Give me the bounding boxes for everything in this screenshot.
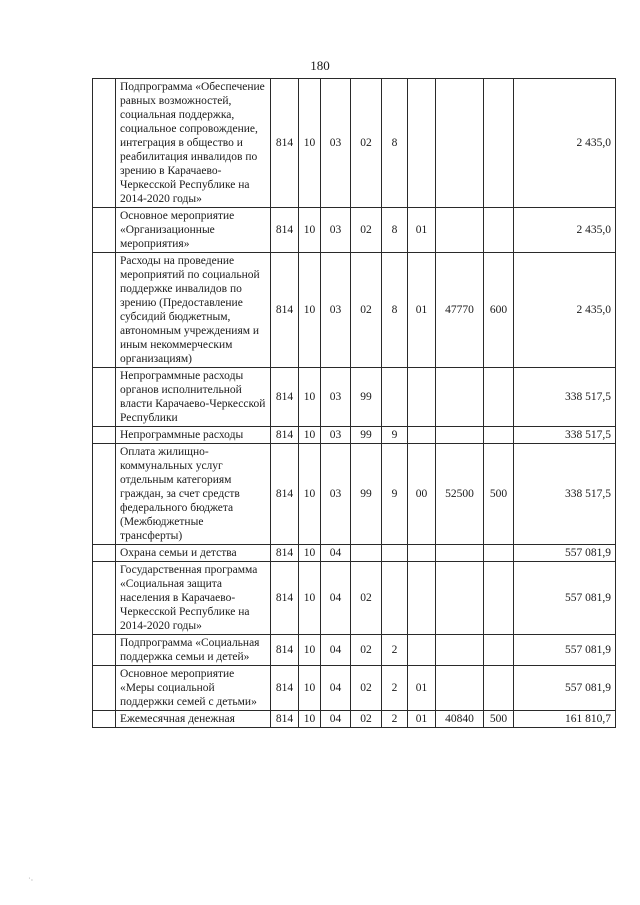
page-number: 180 [310, 58, 330, 73]
code-cell: 814 [271, 635, 299, 666]
program-cell [351, 545, 382, 562]
amount-cell: 2 435,0 [514, 208, 616, 253]
blank-cell [93, 79, 116, 208]
table-row [93, 545, 616, 562]
expense-type-cell [484, 427, 514, 444]
amount-cell: 2 435,0 [514, 79, 616, 208]
section-cell: 10 [299, 545, 321, 562]
subprogram-cell [382, 562, 408, 635]
table-row [93, 427, 616, 444]
expense-type-cell [484, 635, 514, 666]
expense-type-cell [484, 208, 514, 253]
section-cell: 10 [299, 444, 321, 545]
expense-type-cell [484, 562, 514, 635]
program-cell: 02 [351, 635, 382, 666]
blank-cell [93, 635, 116, 666]
table-row [93, 253, 616, 368]
direction-cell [436, 562, 484, 635]
subsection-cell: 03 [321, 427, 351, 444]
item-name-cell: Непрограммные расходы органов исполнительной власти Карачаево-Черкесской Республики [116, 368, 271, 427]
code-cell: 814 [271, 444, 299, 545]
item-name-cell: Государственная программа «Социальная защита населения в Карачаево-Черкесской Республике на 2014-2020 годы» [116, 562, 271, 635]
direction-cell [436, 635, 484, 666]
blank-cell [93, 711, 116, 728]
expense-type-cell [484, 545, 514, 562]
event-cell: 01 [408, 208, 436, 253]
subsection-cell: 03 [321, 368, 351, 427]
subsection-cell: 03 [321, 208, 351, 253]
item-name-cell: Ежемесячная денежная [116, 711, 271, 728]
amount-cell: 338 517,5 [514, 444, 616, 545]
program-cell: 02 [351, 711, 382, 728]
program-cell: 02 [351, 79, 382, 208]
subsection-cell: 03 [321, 79, 351, 208]
blank-cell [93, 545, 116, 562]
subprogram-cell: 8 [382, 79, 408, 208]
code-cell: 814 [271, 427, 299, 444]
item-name-cell: Непрограммные расходы [116, 427, 271, 444]
item-name-cell: Подпрограмма «Обеспечение равных возможностей, социальная поддержка, социальное сопровождение, интеграция в общество и реабилитация инвалидов по зрению в Карачаево-Черкесской Республике на 2014-2020 годы» [116, 79, 271, 208]
code-cell: 814 [271, 666, 299, 711]
subsection-cell: 04 [321, 666, 351, 711]
direction-cell: 40840 [436, 711, 484, 728]
expense-type-cell: 600 [484, 253, 514, 368]
subprogram-cell: 8 [382, 253, 408, 368]
table-row [93, 711, 616, 728]
table-row [93, 666, 616, 711]
event-cell: 01 [408, 253, 436, 368]
amount-cell: 557 081,9 [514, 545, 616, 562]
event-cell [408, 427, 436, 444]
expense-type-cell: 500 [484, 444, 514, 545]
expense-type-cell [484, 368, 514, 427]
item-name-cell: Расходы на проведение мероприятий по социальной поддержке инвалидов по зрению (Предоставление субсидий бюджетным, автономным учреждениям и иным некоммерческим организациям) [116, 253, 271, 368]
blank-cell [93, 444, 116, 545]
section-cell: 10 [299, 562, 321, 635]
subprogram-cell: 8 [382, 208, 408, 253]
subsection-cell: 03 [321, 253, 351, 368]
event-cell [408, 79, 436, 208]
expense-type-cell [484, 79, 514, 208]
section-cell: 10 [299, 208, 321, 253]
scan-speck: ˙· [28, 876, 34, 885]
table-row [93, 208, 616, 253]
direction-cell: 47770 [436, 253, 484, 368]
code-cell: 814 [271, 711, 299, 728]
direction-cell [436, 208, 484, 253]
amount-cell: 338 517,5 [514, 427, 616, 444]
subprogram-cell: 2 [382, 635, 408, 666]
blank-cell [93, 666, 116, 711]
code-cell: 814 [271, 562, 299, 635]
amount-cell: 338 517,5 [514, 368, 616, 427]
item-name-cell: Основное мероприятие «Меры социальной поддержки семей с детьми» [116, 666, 271, 711]
amount-cell: 161 810,7 [514, 711, 616, 728]
blank-cell [93, 368, 116, 427]
event-cell [408, 545, 436, 562]
direction-cell [436, 666, 484, 711]
subprogram-cell: 9 [382, 427, 408, 444]
subsection-cell: 04 [321, 635, 351, 666]
expense-type-cell: 500 [484, 711, 514, 728]
program-cell: 02 [351, 253, 382, 368]
section-cell: 10 [299, 711, 321, 728]
subsection-cell: 04 [321, 562, 351, 635]
event-cell [408, 368, 436, 427]
section-cell: 10 [299, 635, 321, 666]
item-name-cell: Оплата жилищно-коммунальных услуг отдельным категориям граждан, за счет средств федерального бюджета (Межбюджетные трансферты) [116, 444, 271, 545]
code-cell: 814 [271, 79, 299, 208]
expense-type-cell [484, 666, 514, 711]
event-cell: 01 [408, 666, 436, 711]
program-cell: 02 [351, 208, 382, 253]
item-name-cell: Подпрограмма «Социальная поддержка семьи и детей» [116, 635, 271, 666]
blank-cell [93, 562, 116, 635]
program-cell: 02 [351, 666, 382, 711]
table-row [93, 79, 616, 208]
blank-cell [93, 208, 116, 253]
amount-cell: 557 081,9 [514, 562, 616, 635]
amount-cell: 2 435,0 [514, 253, 616, 368]
program-cell: 99 [351, 427, 382, 444]
table-row [93, 368, 616, 427]
code-cell: 814 [271, 208, 299, 253]
subprogram-cell: 2 [382, 666, 408, 711]
section-cell: 10 [299, 427, 321, 444]
item-name-cell: Основное мероприятие «Организационные мероприятия» [116, 208, 271, 253]
amount-cell: 557 081,9 [514, 635, 616, 666]
table-row [93, 444, 616, 545]
table-row [93, 562, 616, 635]
program-cell: 02 [351, 562, 382, 635]
budget-table [92, 78, 616, 728]
code-cell: 814 [271, 253, 299, 368]
amount-cell: 557 081,9 [514, 666, 616, 711]
subsection-cell: 04 [321, 545, 351, 562]
subprogram-cell: 2 [382, 711, 408, 728]
blank-cell [93, 427, 116, 444]
section-cell: 10 [299, 253, 321, 368]
section-cell: 10 [299, 79, 321, 208]
section-cell: 10 [299, 368, 321, 427]
code-cell: 814 [271, 368, 299, 427]
program-cell: 99 [351, 444, 382, 545]
blank-cell [93, 253, 116, 368]
subsection-cell: 04 [321, 711, 351, 728]
item-name-cell: Охрана семьи и детства [116, 545, 271, 562]
table-row [93, 635, 616, 666]
direction-cell [436, 545, 484, 562]
direction-cell: 52500 [436, 444, 484, 545]
direction-cell [436, 368, 484, 427]
subsection-cell: 03 [321, 444, 351, 545]
event-cell [408, 562, 436, 635]
direction-cell [436, 79, 484, 208]
subprogram-cell: 9 [382, 444, 408, 545]
code-cell: 814 [271, 545, 299, 562]
event-cell: 01 [408, 711, 436, 728]
direction-cell [436, 427, 484, 444]
subprogram-cell [382, 545, 408, 562]
event-cell [408, 635, 436, 666]
subprogram-cell [382, 368, 408, 427]
section-cell: 10 [299, 666, 321, 711]
program-cell: 99 [351, 368, 382, 427]
event-cell: 00 [408, 444, 436, 545]
